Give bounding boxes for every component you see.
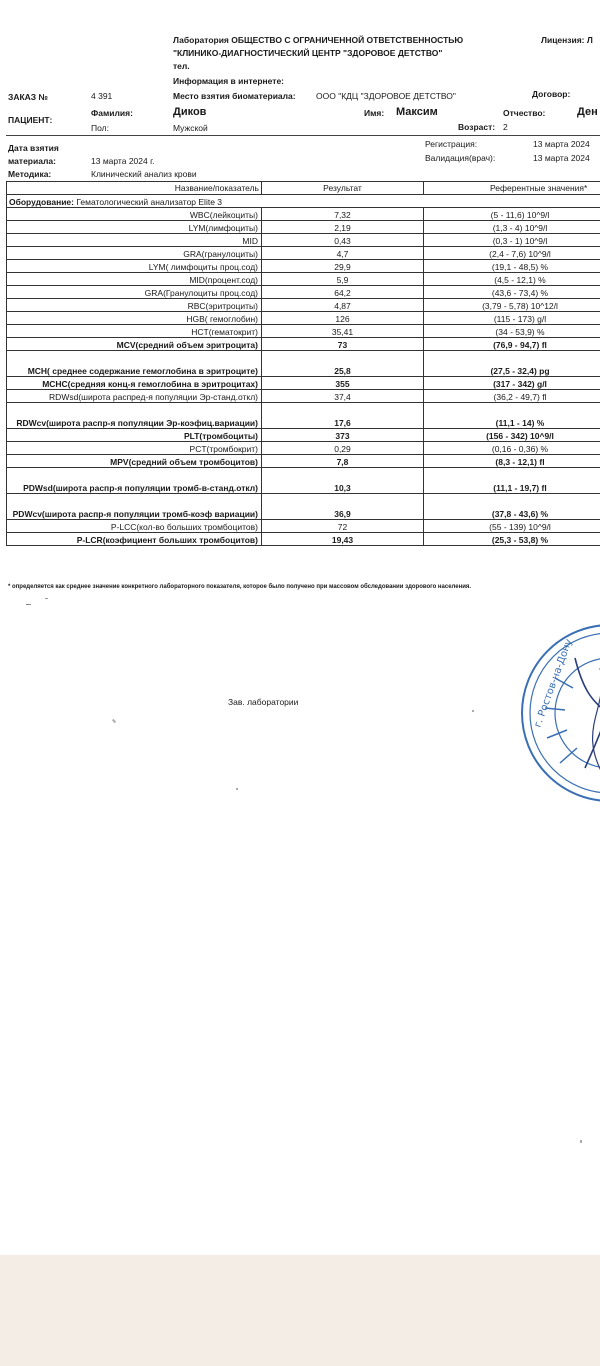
test-reference: (76,9 - 94,7) fl xyxy=(424,338,600,351)
test-result: 2,19 xyxy=(262,221,424,234)
test-reference: (55 - 139) 10^9/l xyxy=(424,520,600,533)
test-name: P-LCC(кол-во больших тромбоцитов) xyxy=(7,520,262,533)
test-name: MPV(средний объем тромбоцитов) xyxy=(7,455,262,468)
test-result: 73 xyxy=(262,338,424,351)
test-reference: (1,3 - 4) 10^9/l xyxy=(424,221,600,234)
test-result: 29,9 xyxy=(262,260,424,273)
scan-speck xyxy=(45,598,48,599)
table-row xyxy=(7,325,600,338)
table-row xyxy=(7,468,600,494)
test-reference: (8,3 - 12,1) fl xyxy=(424,455,600,468)
name-label: Имя: xyxy=(364,108,385,118)
test-result: 7,8 xyxy=(262,455,424,468)
test-reference: (2,4 - 7,6) 10^9/l xyxy=(424,247,600,260)
test-name: MCH( среднее содержание гемоглобина в эритроците) xyxy=(7,351,262,377)
test-name: GRA(гранулоциты) xyxy=(7,247,262,260)
validation-date: 13 марта 2024 xyxy=(533,153,590,163)
svg-text:г. Ростов-на-Дону: г. Ростов-на-Дону xyxy=(532,637,575,730)
sample-date-label-2: материала: xyxy=(8,156,56,166)
test-name: PLT(тромбоциты) xyxy=(7,429,262,442)
test-reference: (37,8 - 43,6) % xyxy=(424,494,600,520)
lab-name-line2: "КЛИНИКО-ДИАГНОСТИЧЕСКИЙ ЦЕНТР "ЗДОРОВОЕ ДЕТСТВО" xyxy=(173,48,443,58)
test-name: RBC(эритроциты) xyxy=(7,299,262,312)
table-row xyxy=(7,533,600,546)
registration-label: Регистрация: xyxy=(425,139,478,149)
test-result: 72 xyxy=(262,520,424,533)
test-name: MCV(средний объем эритроцита) xyxy=(7,338,262,351)
sample-place-label: Место взятия биоматериала: xyxy=(173,91,296,101)
scan-speck xyxy=(112,719,116,723)
scan-speck xyxy=(236,788,238,790)
test-reference: (27,5 - 32,4) pg xyxy=(424,351,600,377)
test-name: RDWcv(широта распр-я популяции Эр-коэфиц.вариации) xyxy=(7,403,262,429)
test-reference: (25,3 - 53,8) % xyxy=(424,533,600,546)
lab-name-line1: Лаборатория ОБЩЕСТВО С ОГРАНИЧЕННОЙ ОТВЕТСТВЕННОСТЬЮ xyxy=(173,35,464,45)
test-name: PDWcv(широта распр-я популяции тромб-коэф вариации) xyxy=(7,494,262,520)
test-name: MCHC(средняя конц-я гемоглобина в эритроцитах) xyxy=(7,377,262,390)
test-name: HGB( гемоглобин) xyxy=(7,312,262,325)
table-row xyxy=(7,208,600,221)
table-row xyxy=(7,221,600,234)
footnote: * определяется как среднее значение конкретного лабораторного показателя, которое было получено при массовом обследовании здорового населения. xyxy=(8,584,472,590)
table-row xyxy=(7,429,600,442)
test-result: 37,4 xyxy=(262,390,424,403)
test-reference: (11,1 - 14) % xyxy=(424,403,600,429)
table-row xyxy=(7,299,600,312)
test-name: WBC(лейкоциты) xyxy=(7,208,262,221)
method-label: Методика: xyxy=(8,169,52,179)
table-row xyxy=(7,338,600,351)
header-reference: Референтные значения* xyxy=(424,182,600,195)
surname-label: Фамилия: xyxy=(91,108,133,118)
scan-speck xyxy=(580,1140,582,1143)
test-reference: (0,3 - 1) 10^9/l xyxy=(424,234,600,247)
table-row xyxy=(7,403,600,429)
table-row xyxy=(7,351,600,377)
patient-section-label: ПАЦИЕНТ: xyxy=(8,115,53,125)
table-row xyxy=(7,390,600,403)
table-row xyxy=(7,273,600,286)
header-name: Название/показатель xyxy=(7,182,262,195)
test-name: PCT(тромбокрит) xyxy=(7,442,262,455)
sample-date-label-1: Дата взятия xyxy=(8,143,59,153)
table-row xyxy=(7,312,600,325)
internet-label: Информация в интернете: xyxy=(173,76,285,86)
test-name: PDWsd(широта распр-я популяции тромб-в-станд.откл) xyxy=(7,468,262,494)
table-row xyxy=(7,247,600,260)
scan-speck xyxy=(472,710,474,712)
table-row xyxy=(7,494,600,520)
test-result: 10,3 xyxy=(262,468,424,494)
registration-date: 13 марта 2024 xyxy=(533,139,590,149)
test-reference: (11,1 - 19,7) fl xyxy=(424,468,600,494)
equipment-value: Гематологический анализатор Elite 3 xyxy=(76,197,223,207)
head-of-lab-label: Зав. лаборатории xyxy=(228,697,299,707)
test-reference: (3,79 - 5,78) 10^12/l xyxy=(424,299,600,312)
test-result: 5,9 xyxy=(262,273,424,286)
patient-sex: Мужской xyxy=(173,123,208,133)
equipment-row xyxy=(7,195,600,208)
test-name: LYM(лимфоциты) xyxy=(7,221,262,234)
test-reference: (5 - 11,6) 10^9/l xyxy=(424,208,600,221)
test-reference: (43,6 - 73,4) % xyxy=(424,286,600,299)
results-body xyxy=(7,195,600,546)
test-reference: (156 - 342) 10^9/l xyxy=(424,429,600,442)
phone-label: тел. xyxy=(173,61,190,71)
test-reference: (36,2 - 49,7) fl xyxy=(424,390,600,403)
test-result: 4,7 xyxy=(262,247,424,260)
page-background xyxy=(0,1255,600,1366)
test-result: 35,41 xyxy=(262,325,424,338)
test-name: RDWsd(широта распред-я популяции Эр-станд.откл) xyxy=(7,390,262,403)
patient-name: Максим xyxy=(396,106,438,118)
test-reference: (19,1 - 48,5) % xyxy=(424,260,600,273)
table-row xyxy=(7,377,600,390)
test-result: 0,43 xyxy=(262,234,424,247)
scan-speck xyxy=(26,604,31,605)
test-result: 373 xyxy=(262,429,424,442)
table-row xyxy=(7,455,600,468)
patient-patronymic: Ден xyxy=(577,106,598,118)
table-row xyxy=(7,260,600,273)
table-row xyxy=(7,286,600,299)
test-reference: (0,16 - 0,36) % xyxy=(424,442,600,455)
test-result: 25,8 xyxy=(262,351,424,377)
validation-label: Валидация(врач): xyxy=(425,153,496,163)
patient-surname: Диков xyxy=(173,106,207,118)
test-name: HCT(гематокрит) xyxy=(7,325,262,338)
order-number: 4 391 xyxy=(91,91,113,101)
test-reference: (115 - 173) g/l xyxy=(424,312,600,325)
sample-date: 13 марта 2024 г. xyxy=(91,156,155,166)
test-result: 0,29 xyxy=(262,442,424,455)
table-row xyxy=(7,234,600,247)
test-result: 19,43 xyxy=(262,533,424,546)
sample-place-value: ООО "КДЦ "ЗДОРОВОЕ ДЕТСТВО" xyxy=(316,91,456,101)
test-reference: (34 - 53,9) % xyxy=(424,325,600,338)
test-result: 36,9 xyxy=(262,494,424,520)
header-result: Результат xyxy=(262,182,424,195)
test-result: 126 xyxy=(262,312,424,325)
order-label: ЗАКАЗ № xyxy=(8,92,48,102)
divider-line xyxy=(6,135,600,136)
test-name: GRA(Гранулоциты проц.сод) xyxy=(7,286,262,299)
test-result: 64,2 xyxy=(262,286,424,299)
test-name: LYM( лимфоциты проц.сод) xyxy=(7,260,262,273)
sex-label: Пол: xyxy=(91,123,109,133)
test-reference: (4,5 - 12,1) % xyxy=(424,273,600,286)
method-value: Клинический анализ крови xyxy=(91,169,197,179)
test-result: 355 xyxy=(262,377,424,390)
test-reference: (317 - 342) g/l xyxy=(424,377,600,390)
contract-label: Договор: xyxy=(532,89,571,99)
test-result: 17,6 xyxy=(262,403,424,429)
equipment-label: Оборудование: xyxy=(9,197,74,207)
license-label: Лицензия: Л xyxy=(541,35,593,45)
results-table xyxy=(6,181,600,546)
test-result: 7,32 xyxy=(262,208,424,221)
test-name: P-LCR(коэфициент больших тромбоцитов) xyxy=(7,533,262,546)
test-name: MID xyxy=(7,234,262,247)
patronymic-label: Отчество: xyxy=(503,108,546,118)
patient-age: 2 xyxy=(503,122,508,132)
test-name: MID(процент.сод) xyxy=(7,273,262,286)
table-row xyxy=(7,520,600,533)
table-row xyxy=(7,442,600,455)
test-result: 4,87 xyxy=(262,299,424,312)
age-label: Возраст: xyxy=(458,122,496,132)
stamp-seal xyxy=(515,618,600,808)
